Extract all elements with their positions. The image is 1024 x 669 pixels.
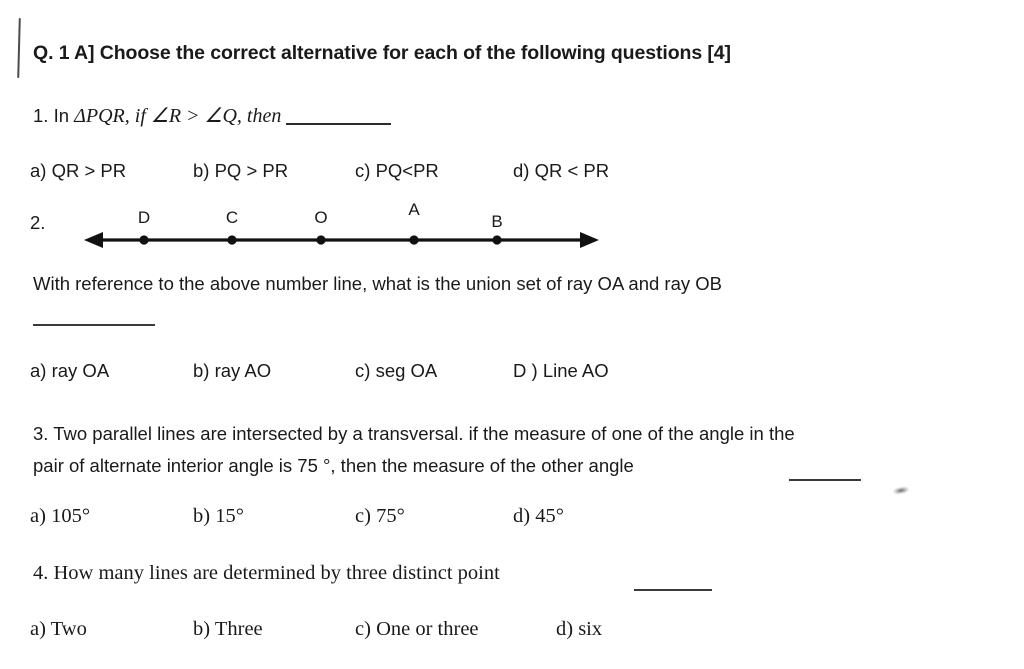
option-3d-label: d) bbox=[513, 505, 531, 527]
number-line-point-A bbox=[409, 235, 418, 244]
option-1b-text: PQ > PR bbox=[214, 160, 289, 181]
question-2-text: With reference to the above number line, what is the union set of ray OA and ray OB bbox=[33, 273, 722, 294]
number-line-label-D: D bbox=[137, 208, 151, 227]
number-line-label-C: C bbox=[225, 208, 239, 227]
option-3c-label: c) bbox=[355, 505, 371, 527]
option-1b-label: b) bbox=[193, 160, 210, 181]
option-2c-text: seg OA bbox=[375, 360, 438, 381]
question-4-options bbox=[0, 618, 1024, 648]
number-line-label-B: B bbox=[491, 212, 503, 231]
margin-tick-mark bbox=[17, 18, 21, 78]
option-2d-text: Line AO bbox=[542, 360, 609, 381]
question-3-text-line-2: pair of alternate interior angle is 75 °, then the measure of the other angle bbox=[33, 455, 634, 476]
question-1-number: 1. bbox=[33, 105, 49, 126]
page-title: Q. 1 A] Choose the correct alternative for each of the following questions [4] bbox=[33, 42, 731, 64]
option-1d[interactable] bbox=[513, 160, 609, 182]
question-2-number: 2. bbox=[30, 212, 46, 233]
option-2c[interactable] bbox=[355, 360, 437, 382]
option-3a[interactable] bbox=[30, 505, 90, 528]
option-4c-text: One or three bbox=[376, 618, 479, 640]
scan-artifact-smudge bbox=[893, 486, 910, 496]
option-1d-text: QR < PR bbox=[534, 160, 610, 181]
option-3c-text: 75° bbox=[376, 505, 405, 527]
number-line-point-B bbox=[492, 235, 501, 244]
question-2-options bbox=[0, 360, 1024, 390]
question-4-text: 4. How many lines are determined by three distinct point bbox=[33, 562, 500, 584]
question-3-answer-blank[interactable] bbox=[789, 479, 861, 481]
option-2a-label: a) bbox=[30, 360, 47, 381]
question-4-answer-blank[interactable] bbox=[634, 589, 712, 591]
number-line-label-O: O bbox=[314, 208, 328, 227]
option-4a-text: Two bbox=[50, 618, 87, 640]
option-3b-text: 15° bbox=[215, 505, 244, 527]
option-3b-label: b) bbox=[193, 505, 211, 527]
option-4d-text: six bbox=[578, 618, 603, 640]
option-3c[interactable] bbox=[355, 505, 405, 528]
option-1d-label: d) bbox=[513, 160, 530, 181]
option-1c[interactable] bbox=[355, 160, 439, 182]
option-1a-text: QR > PR bbox=[51, 160, 127, 181]
option-4d-label: d) bbox=[556, 618, 574, 640]
question-1-condition: , if ∠R > ∠Q, then bbox=[124, 105, 282, 127]
option-4a[interactable] bbox=[30, 618, 87, 641]
option-1a-label: a) bbox=[30, 160, 47, 181]
option-4b-text: Three bbox=[214, 618, 263, 640]
question-3-text-line-1: 3. Two parallel lines are intersected by a transversal. if the measure of one of the angle in the bbox=[33, 423, 795, 444]
question-1-prefix: In bbox=[53, 105, 70, 126]
option-2b-text: ray AO bbox=[214, 360, 272, 381]
number-line-diagram bbox=[0, 200, 640, 260]
number-line-point-D bbox=[139, 235, 148, 244]
option-2b-label: b) bbox=[193, 360, 210, 381]
option-3d[interactable] bbox=[513, 505, 564, 528]
number-line-label-A: A bbox=[408, 200, 420, 219]
option-2a[interactable] bbox=[30, 360, 109, 382]
option-3a-label: a) bbox=[30, 505, 46, 527]
number-line-right-arrowhead bbox=[580, 232, 599, 248]
option-2d[interactable] bbox=[513, 360, 609, 382]
option-4a-label: a) bbox=[30, 618, 46, 640]
option-4b[interactable] bbox=[193, 618, 263, 641]
number-line-left-arrowhead bbox=[84, 232, 103, 248]
option-3a-text: 105° bbox=[51, 505, 91, 527]
question-3-options bbox=[0, 505, 1024, 535]
option-4d[interactable] bbox=[556, 618, 602, 641]
number-line-point-O bbox=[316, 235, 325, 244]
option-3b[interactable] bbox=[193, 505, 244, 528]
question-1-answer-blank[interactable] bbox=[286, 123, 391, 125]
option-2c-label: c) bbox=[355, 360, 371, 381]
question-1-triangle-label: ΔPQR bbox=[74, 105, 125, 127]
question-1-text bbox=[33, 103, 391, 128]
option-4c[interactable] bbox=[355, 618, 479, 641]
option-2a-text: ray OA bbox=[51, 360, 110, 381]
option-3d-text: 45° bbox=[535, 505, 564, 527]
question-2-answer-blank[interactable] bbox=[33, 324, 155, 326]
option-2b[interactable] bbox=[193, 360, 271, 382]
option-1b[interactable] bbox=[193, 160, 288, 182]
option-4c-label: c) bbox=[355, 618, 371, 640]
question-1-options bbox=[0, 160, 1024, 190]
option-2d-label: D ) bbox=[513, 360, 538, 381]
option-4b-label: b) bbox=[193, 618, 211, 640]
number-line-point-C bbox=[227, 235, 236, 244]
option-1c-label: c) bbox=[355, 160, 371, 181]
option-1a[interactable] bbox=[30, 160, 126, 182]
option-1c-text: PQ<PR bbox=[375, 160, 439, 181]
